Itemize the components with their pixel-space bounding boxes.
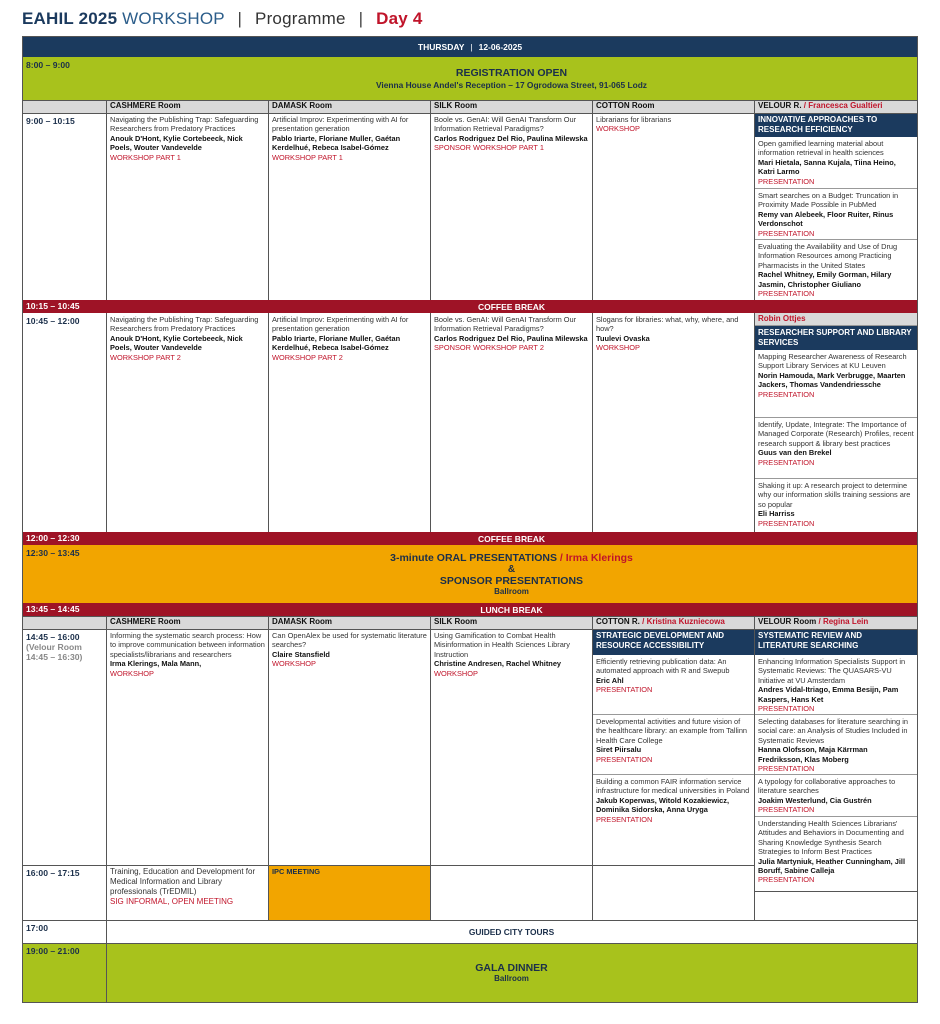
- session-authors: Pablo Iriarte, Floriane Muller, Gaétan Kerdelhué, Rebeca Isabel-Gómez: [272, 333, 401, 353]
- room-damask: DAMASK Room: [272, 617, 332, 626]
- session-cell: [107, 629, 268, 865]
- presentation-authors: Hanna Olofsson, Maja Kärrman Fredriksson, Klas Moberg: [758, 745, 868, 764]
- track-column: [755, 313, 917, 532]
- presentation-type: PRESENTATION: [596, 754, 653, 764]
- session-type: WORKSHOP PART 2: [272, 352, 343, 362]
- presentation-title: Open gamified learning material about information retrieval in health sciences: [758, 139, 884, 158]
- presentation-authors: Joakim Westerlund, Cia Gustrén: [758, 795, 872, 805]
- lunch-break-bar: LUNCH BREAK: [106, 603, 917, 616]
- presentation-type: PRESENTATION: [758, 289, 815, 299]
- time-slot: 19:00 – 21:00: [23, 943, 106, 1002]
- grid-line: [754, 616, 755, 920]
- session-cell: [269, 113, 430, 300]
- presentation-title: Building a common FAIR information service infrastructure for medical universities in Poland: [596, 777, 750, 796]
- title-day: Day 4: [376, 9, 423, 28]
- grid-line: [23, 100, 917, 101]
- presentation-type: PRESENTATION: [596, 685, 653, 695]
- session-authors: Pablo Iriarte, Floriane Muller, Gaétan Kerdelhué, Rebeca Isabel-Gómez: [272, 133, 401, 153]
- grid-line: [268, 616, 269, 920]
- session-title: Using Gamification to Combat Health Misinformation in Health Sciences Library Instruction: [434, 631, 570, 659]
- presentation-authors: Remy van Alebeek, Floor Ruiter, Rinus Verdonschot: [758, 209, 894, 229]
- session-authors: Anouk D'Hont, Kylie Cortebeeck, Nick Poels, Wouter Vandevelde: [110, 333, 243, 353]
- session-title: Training, Education and Development for Medical Information and Library professionals (TrEDMIL): [110, 867, 256, 896]
- session-type: SPONSOR WORKSHOP PART 1: [434, 143, 544, 153]
- presentation-item: [755, 418, 917, 479]
- presentation-authors: Rachel Whitney, Emily Gorman, Hilary Jasmin, Christopher Giuliano: [758, 270, 892, 289]
- coffee-break-bar: COFFEE BREAK: [106, 300, 917, 313]
- day-sep: |: [470, 42, 473, 52]
- oral-amp: &: [507, 564, 516, 575]
- track-column: [755, 113, 917, 300]
- presentation-authors: Eli Harriss: [758, 509, 795, 519]
- session-type: WORKSHOP: [434, 668, 478, 678]
- room-damask: DAMASK Room: [272, 101, 332, 110]
- track-heading: STRATEGIC DEVELOPMENT AND RESOURCE ACCESSIBILITY: [593, 629, 754, 655]
- presentation-type: PRESENTATION: [758, 389, 815, 399]
- presentation-type: PRESENTATION: [596, 814, 653, 824]
- session-authors: Christine Andresen, Rachel Whitney: [434, 659, 562, 669]
- room-velour-label: VELOUR R.: [758, 101, 802, 110]
- track-heading: INNOVATIVE APPROACHES TO RESEARCH EFFICIENCY: [755, 113, 917, 137]
- title-separator: |: [237, 9, 243, 28]
- grid-line: [23, 865, 755, 866]
- session-type: WORKSHOP PART 1: [110, 152, 181, 162]
- guided-tours-bar: GUIDED CITY TOURS: [468, 926, 555, 937]
- session-title: Can OpenAlex be used for systematic literature searches?: [272, 631, 427, 650]
- time-slot: 13:45 – 14:45: [23, 603, 106, 616]
- session-cell: [593, 113, 754, 300]
- session-type: SPONSOR WORKSHOP PART 2: [434, 343, 544, 353]
- day-banner: [23, 37, 917, 57]
- day-name: THURSDAY: [417, 42, 465, 52]
- room-silk: SILK Room: [434, 617, 478, 626]
- grid-line: [592, 313, 593, 532]
- session-title: Librarians for librarians: [596, 115, 672, 124]
- track-column: [593, 629, 754, 865]
- oral-room: Ballroom: [494, 587, 529, 596]
- presentation-title: Selecting databases for literature searching in social care: an Analysis of Studies Included in Systematic Reviews: [758, 717, 908, 745]
- presentation-title: Smart searches on a Budget: Truncation in Proximity Made Possible in PubMed: [758, 191, 899, 210]
- presentation-authors: Norin Hamouda, Mark Verbrugge, Maarten Jackers, Thomas Vandendriessche: [758, 370, 906, 390]
- presentation-title: Understanding Health Sciences Librarians' Attitudes and Behaviors in Documenting and Sharing Knowledge Synthesis Search Strategies to Inform Best Practices: [758, 819, 904, 857]
- time-slot: 10:45 – 12:00: [26, 316, 80, 326]
- session-title: Artificial Improv: Experimenting with AI for presentation generation: [272, 115, 409, 134]
- page-title: [22, 9, 423, 29]
- presentation-authors: Jakub Koperwas, Witold Kozakiewicz, Dominika Sidorska, Anna Uryga: [596, 795, 729, 815]
- room-velour: [755, 100, 917, 113]
- time-slot: 16:00 – 17:15: [26, 868, 80, 878]
- oral-presentations-block: [106, 545, 917, 603]
- presentation-item: [593, 655, 754, 715]
- room-silk: SILK Room: [434, 101, 478, 110]
- room-cashmere: CASHMERE Room: [110, 617, 181, 626]
- day-date: 12-06-2025: [478, 42, 523, 52]
- coffee-break-bar: COFFEE BREAK: [106, 532, 917, 545]
- session-title: Artificial Improv: Experimenting with AI for presentation generation: [272, 315, 409, 334]
- presentation-type: PRESENTATION: [758, 875, 815, 885]
- presentation-item: [755, 479, 917, 532]
- grid-line: [592, 616, 593, 920]
- session-title: Navigating the Publishing Trap: Safeguarding Researchers from Predatory Practices: [110, 315, 259, 334]
- track-heading: SYSTEMATIC REVIEW AND LITERATURE SEARCHING: [755, 629, 917, 655]
- title-workshop: WORKSHOP: [122, 9, 225, 28]
- presentation-item: [755, 350, 917, 418]
- presentation-authors: Siret Piirsalu: [596, 745, 642, 755]
- presentation-type: PRESENTATION: [758, 228, 815, 238]
- presentation-item: [755, 775, 917, 817]
- oral-chair: Irma Klerings: [565, 552, 633, 564]
- session-type: WORKSHOP: [596, 343, 640, 353]
- presentation-type: PRESENTATION: [758, 518, 815, 528]
- grid-line: [23, 920, 917, 921]
- session-type: WORKSHOP PART 2: [110, 352, 181, 362]
- time-note: (Velour Room: [26, 642, 82, 652]
- room-cotton: [593, 616, 754, 629]
- grid-line: [430, 616, 431, 920]
- room-velour-chair: Regina Lein: [822, 617, 869, 626]
- session-authors: Carlos Rodriguez Del Rio, Paulina Milewska: [434, 333, 588, 343]
- presentation-title: Efficiently retrieving publication data: An automated approach with R and Swepub: [596, 657, 730, 676]
- oral-title-line: [390, 552, 633, 564]
- grid-line: [755, 891, 917, 892]
- session-cell: [269, 313, 430, 532]
- session-title: Navigating the Publishing Trap: Safeguarding Researchers from Predatory Practices: [110, 115, 259, 134]
- session-cell: [107, 113, 268, 300]
- presentation-type: PRESENTATION: [758, 704, 815, 714]
- track-column: [755, 629, 917, 891]
- time-main: 14:45 – 16:00: [26, 632, 80, 642]
- room-velour-sep: /: [803, 101, 807, 110]
- registration-title: REGISTRATION OPEN: [455, 67, 568, 79]
- time-slot: 12:30 – 13:45: [23, 545, 106, 603]
- grid-line: [592, 100, 593, 300]
- session-title: Slogans for libraries: what, why, where, and how?: [596, 315, 739, 334]
- presentation-title: Developmental activities and future vision of the healthcare library: an example from Tallinn Health Care College: [596, 717, 748, 745]
- grid-line: [754, 100, 755, 300]
- time-slot: 12:00 – 12:30: [23, 532, 106, 545]
- grid-line: [106, 313, 107, 532]
- session-type: WORKSHOP: [272, 659, 316, 669]
- session-authors: Irma Klerings, Mala Mann,: [110, 659, 202, 669]
- room-cotton: COTTON Room: [596, 101, 655, 110]
- track-chair: Robin Ottjes: [755, 313, 917, 326]
- time-slot: 9:00 – 10:15: [26, 116, 75, 126]
- title-separator: |: [358, 9, 364, 28]
- programme-grid: [22, 36, 918, 1003]
- session-authors: Carlos Rodriguez Del Rio, Paulina Milewska: [434, 133, 588, 143]
- grid-line: [23, 113, 917, 114]
- presentation-item: [593, 775, 754, 865]
- presentation-authors: Eric Ahl: [596, 675, 624, 685]
- presentation-item: [755, 817, 917, 891]
- ipc-meeting-cell: [269, 865, 430, 920]
- session-cell: [593, 313, 754, 532]
- gala-room: Ballroom: [494, 974, 529, 983]
- session-type: WORKSHOP: [596, 124, 640, 134]
- presentation-authors: Julia Martyniuk, Heather Cunningham, Jill Boruff, Sabine Calleja: [758, 856, 906, 876]
- presentation-item: [755, 189, 917, 240]
- grid-line: [23, 616, 917, 617]
- session-title: IPC MEETING: [272, 867, 321, 876]
- room-cotton-label: COTTON R.: [596, 617, 640, 626]
- grid-line: [268, 100, 269, 300]
- session-type: WORKSHOP: [110, 668, 154, 678]
- grid-line: [268, 313, 269, 532]
- title-programme: Programme: [255, 9, 346, 28]
- session-title: Informing the systematic search process: How to improve communication between information specialists/librarians and researchers: [110, 631, 265, 659]
- oral-sep: /: [559, 552, 563, 564]
- presentation-type: PRESENTATION: [758, 764, 815, 774]
- presentation-title: Mapping Researcher Awareness of Research Support Library Services at KU Leuven: [758, 352, 907, 371]
- presentation-item: [755, 240, 917, 300]
- room-cashmere: CASHMERE Room: [110, 101, 181, 110]
- presentation-item: [755, 655, 917, 715]
- session-cell: [431, 113, 592, 300]
- presentation-item: [755, 715, 917, 775]
- track-heading: RESEARCHER SUPPORT AND LIBRARY SERVICES: [755, 326, 917, 350]
- session-authors: Tuulevi Ovaska: [596, 333, 650, 343]
- session-type: SIG INFORMAL, OPEN MEETING: [110, 897, 234, 906]
- presentation-type: PRESENTATION: [758, 457, 815, 467]
- presentation-authors: Andres Vidal-Itriago, Emma Besijn, Pam Kaspers, Hans Ket: [758, 685, 899, 704]
- room-velour: [755, 616, 917, 629]
- title-event: EAHIL 2025: [22, 9, 118, 28]
- session-type: WORKSHOP PART 1: [272, 152, 343, 162]
- oral-title: 3-minute ORAL PRESENTATIONS: [390, 552, 557, 564]
- presentation-type: PRESENTATION: [758, 805, 815, 815]
- grid-line: [430, 313, 431, 532]
- room-velour-chair: Francesca Gualtieri: [808, 101, 883, 110]
- presentation-item: [593, 715, 754, 775]
- presentation-item: [755, 137, 917, 189]
- session-authors: Anouk D'Hont, Kylie Cortebeeck, Nick Poels, Wouter Vandevelde: [110, 133, 243, 153]
- room-cotton-sep: /: [642, 617, 645, 626]
- session-authors: Claire Stansfield: [272, 649, 330, 659]
- time-slot: [23, 629, 106, 865]
- grid-line: [106, 100, 107, 300]
- session-cell: [107, 313, 268, 532]
- presentation-authors: Mari Hietala, Sanna Kujala, Tiina Heino, Katri Larmo: [758, 157, 896, 177]
- time-slot: 17:00: [26, 923, 48, 933]
- grid-line: [23, 943, 917, 944]
- grid-line: [106, 920, 107, 1002]
- room-cotton-chair: Kristina Kuzniecowa: [646, 617, 725, 626]
- room-velour-sep: /: [818, 617, 821, 626]
- grid-line: [106, 616, 107, 920]
- registration-block: [106, 57, 917, 100]
- sponsor-title: SPONSOR PRESENTATIONS: [439, 575, 584, 587]
- session-title: Boole vs. GenAI: Will GenAI Transform Our Information Retrieval Paradigms?: [434, 115, 577, 134]
- presentation-type: PRESENTATION: [758, 176, 815, 186]
- session-title: Boole vs. GenAI: Will GenAI Transform Our Information Retrieval Paradigms?: [434, 315, 577, 334]
- presentation-authors: Guus van den Brekel: [758, 448, 832, 458]
- presentation-title: Enhancing Information Specialists Support in Systematic Reviews: The QUASARS-VU Initiative at VU Amsterdam: [758, 657, 906, 685]
- time-note: 14:45 – 16:30): [26, 652, 83, 662]
- grid-line: [23, 629, 917, 630]
- time-slot: 8:00 – 9:00: [23, 57, 106, 100]
- presentation-title: Identify, Update, Integrate: The Importance of Managed Corporate (Research) Profiles, recent research support & library best practices: [758, 420, 914, 448]
- gala-dinner-block: [106, 943, 917, 1002]
- presentation-title: A typology for collaborative approaches to literature searches: [758, 777, 896, 796]
- session-cell: [107, 865, 268, 920]
- session-cell: [431, 629, 592, 865]
- presentation-title: Shaking it up: A research project to determine why our information skills training sessions are so popular: [758, 481, 911, 509]
- session-cell: [269, 629, 430, 865]
- time-slot: 10:15 – 10:45: [23, 300, 106, 313]
- grid-line: [754, 313, 755, 532]
- grid-line: [430, 100, 431, 300]
- room-velour-label: VELOUR Room: [758, 617, 817, 626]
- gala-title: GALA DINNER: [475, 962, 548, 974]
- presentation-title: Evaluating the Availability and Use of Drug Information Resources among Practicing Pharmacists in the United States: [758, 242, 898, 270]
- session-cell: [431, 313, 592, 532]
- registration-venue: Vienna House Andel's Reception – 17 Ogrodowa Street, 91-065 Lodz: [376, 80, 647, 90]
